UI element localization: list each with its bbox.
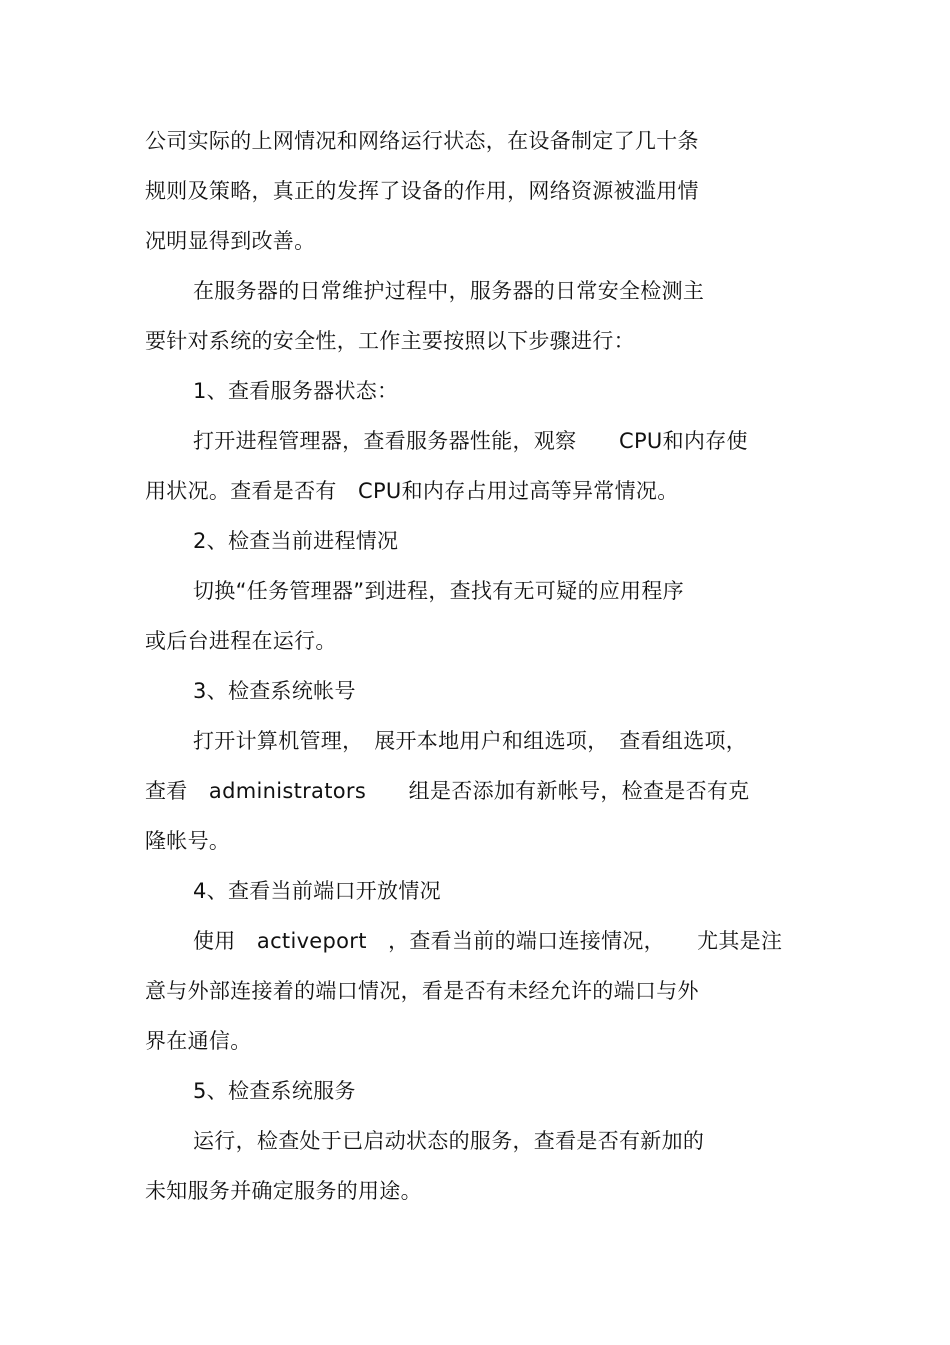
paragraph-first-line: 运行，检查处于已启动状态的服务，查看是否有新加的 (193, 1129, 705, 1153)
paragraph-first-line: 使用 activeport ，查看当前的端口连接情况， 尤其是注 (193, 929, 783, 953)
body-text-line: 隆帐号。 (145, 829, 231, 853)
body-text-line: 查看 administrators 组是否添加有新帐号，检查是否有克 (145, 779, 750, 803)
paragraph-first-line: 在服务器的日常维护过程中，服务器的日常安全检测主 (193, 279, 705, 303)
paragraph-first-line: 打开计算机管理， 展开本地用户和组选项， 查看组选项， (193, 729, 748, 753)
body-text-line: 未知服务并确定服务的用途。 (145, 1179, 422, 1203)
step-heading: 2、检查当前进程情况 (193, 529, 399, 553)
body-text-line: 界在通信。 (145, 1029, 252, 1053)
paragraph-first-line: 切换“任务管理器”到进程，查找有无可疑的应用程序 (193, 579, 684, 603)
body-text-line: 规则及策略，真正的发挥了设备的作用，网络资源被滥用情 (145, 179, 699, 203)
body-text-line: 用状况。查看是否有 CPU和内存占用过高等异常情况。 (145, 479, 679, 503)
body-text-line: 或后台进程在运行。 (145, 629, 337, 653)
body-text-line: 公司实际的上网情况和网络运行状态，在设备制定了几十条 (145, 129, 699, 153)
step-heading: 1、查看服务器状态： (193, 379, 399, 403)
body-text-line: 要针对系统的安全性，工作主要按照以下步骤进行： (145, 329, 635, 353)
body-text-line: 意与外部连接着的端口情况，看是否有未经允许的端口与外 (145, 979, 699, 1003)
step-heading: 5、检查系统服务 (193, 1079, 356, 1103)
body-text-line: 况明显得到改善。 (145, 229, 316, 253)
step-heading: 3、检查系统帐号 (193, 679, 356, 703)
step-heading: 4、查看当前端口开放情况 (193, 879, 441, 903)
paragraph-first-line: 打开进程管理器，查看服务器性能，观察 CPU和内存使 (193, 429, 748, 453)
